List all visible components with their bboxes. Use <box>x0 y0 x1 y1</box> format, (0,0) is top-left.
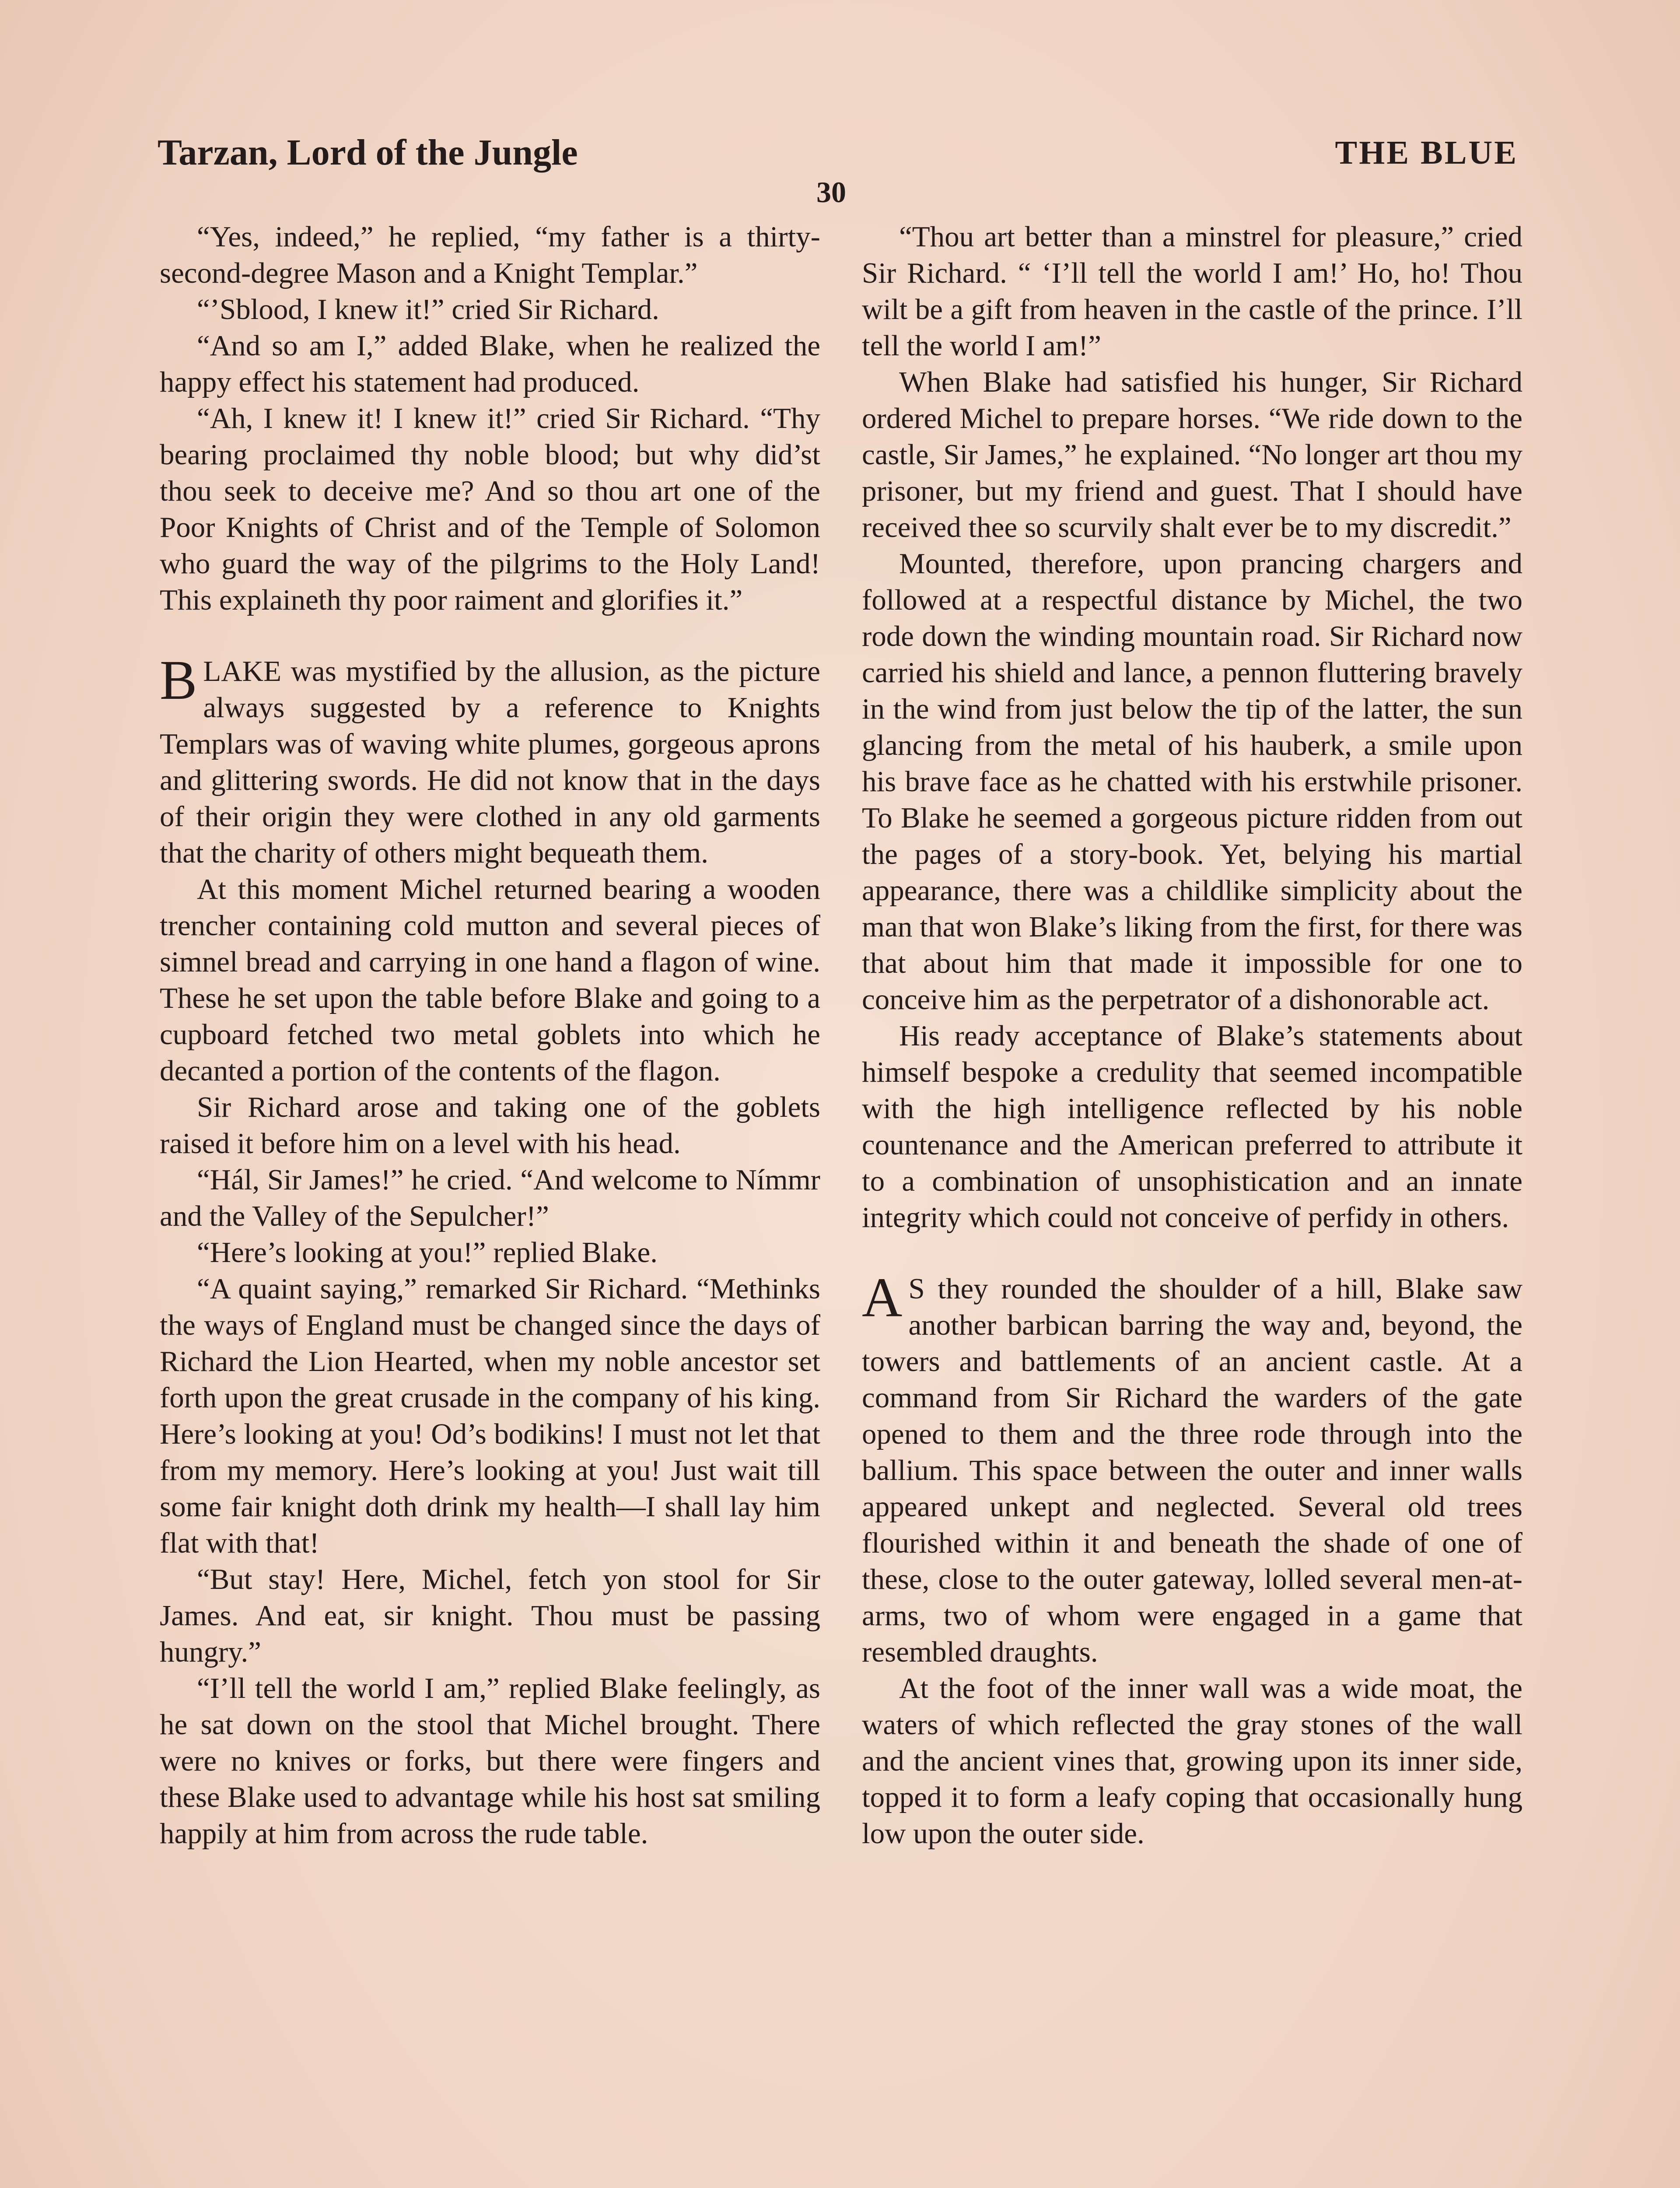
paragraph: “Thou art better than a minstrel for pleasure,” cried Sir Richard. “ ‘I’ll tell the world I am!’ Ho, ho! Thou wilt be a gift from heaven in the castle of the prince. I’ll tell the world I am!” <box>862 221 1522 362</box>
magazine-title: THE BLUE <box>1335 134 1518 171</box>
paragraph: At the foot of the inner wall was a wide moat, the waters of which reflected the gray stones of the wall and the ancient vines that, growing upon its inner side, topped it to form a leafy coping that occasionally hung low upon the outer side. <box>862 1672 1522 1850</box>
paragraph: “A quaint saying,” remarked Sir Richard. “Methinks the ways of England must be changed since the days of Richard the Lion Hearted, when my noble ancestor set forth upon the great crusade in the company of his king. Here’s looking at you! Od’s bodikins! I must not let that from my memory. Here’s looking at you! Just wait till some fair knight doth drink my health—I shall lay him flat with that! <box>160 1273 820 1559</box>
paragraph: When Blake had satisfied his hunger, Sir Richard ordered Michel to prepare horses. “We ride down to the castle, Sir James,” he explained. “No longer art thou my prisoner, but my friend and guest. That I should have received thee so scurvily shalt ever be to my discredit.” <box>862 366 1522 543</box>
left-column <box>160 219 820 2188</box>
section-paragraph <box>862 1266 1522 1670</box>
running-head <box>158 131 1518 179</box>
paragraph: “But stay! Here, Michel, fetch yon stool for Sir James. And eat, sir knight. Thou must be passing hungry.” <box>160 1563 820 1668</box>
paragraph-text: LAKE was mystified by the allusion, as the picture always suggested by a reference to Knights Templars was of waving white plumes, gorgeous aprons and glittering swords. He did not know that in the days of their origin they were clothed in any old garments that the charity of others might bequeath them. <box>160 655 820 869</box>
paragraph: “Yes, indeed,” he replied, “my father is a thirty-second-degree Mason and a Knight Templar.” <box>160 221 820 289</box>
paragraph: “And so am I,” added Blake, when he realized the happy effect his statement had produced. <box>160 330 820 398</box>
paragraph: “Hál, Sir James!” he cried. “And welcome to Nímmr and the Valley of the Sepulcher!” <box>160 1164 820 1232</box>
paragraph: “’Sblood, I knew it!” cried Sir Richard. <box>197 293 659 326</box>
paragraph: Mounted, therefore, upon prancing chargers and followed at a respectful distance by Michel, the two rode down the winding mountain road. Sir Richard now carried his shield and lance, a pennon fluttering bravely in the wind from just below the tip of the latter, the sun glancing from the metal of his hauberk, a smile upon his brave face as he chatted with his erstwhile prisoner. To Blake he seemed a gorgeous picture ridden from out the pages of a story-book. Yet, belying his martial appearance, there was a childlike simplicity about the man that won Blake’s liking from the first, for there was that about him that made it impossible for one to conceive him as the perpetrator of a dishonorable act. <box>862 547 1522 1016</box>
story-title: Tarzan, Lord of the Jungle <box>158 132 578 173</box>
right-column <box>862 219 1522 2188</box>
paragraph: “I’ll tell the world I am,” replied Blake feelingly, as he sat down on the stool that Michel brought. There were no knives or forks, but there were fingers and these Blake used to advantage while his host sat smiling happily at him from across the rude table. <box>160 1672 820 1850</box>
page-number: 30 <box>816 175 846 209</box>
paragraph: “Ah, I knew it! I knew it!” cried Sir Richard. “Thy bearing proclaimed thy noble blood; but why did’st thou seek to deceive me? And so thou art one of the Poor Knights of Christ and of the Temple of Solomon who guard the way of the pilgrims to the Holy Land! This explaineth thy poor raiment and glorifies it.” <box>160 402 820 616</box>
paragraph: At this moment Michel returned bearing a wooden trencher containing cold mutton and several pieces of simnel bread and carrying in one hand a flagon of wine. These he set upon the table before Blake and going to a cupboard fetched two metal goblets into which he decanted a portion of the contents of the flagon. <box>160 873 820 1087</box>
paragraph-text: S they rounded the shoulder of a hill, Blake saw another barbican barring the way and, beyond, the towers and battlements of an ancient castle. At a command from Sir Richard the warders of the gate opened to them and the three rode through into the ballium. This space between the outer and inner walls appeared unkept and neglected. Several old trees flourished within it and beneath the shade of one of these, close to the outer gateway, lolled several men-at-arms, two of whom were engaged in a game that resembled draughts. <box>862 1273 1522 1668</box>
drop-cap: A <box>862 1266 903 1329</box>
paragraph: Sir Richard arose and taking one of the goblets raised it before him on a level with his head. <box>160 1091 820 1160</box>
section-paragraph <box>160 649 820 871</box>
drop-cap: B <box>160 649 197 711</box>
paragraph: “Here’s looking at you!” replied Blake. <box>197 1236 658 1269</box>
paragraph: His ready acceptance of Blake’s statements about himself bespoke a credulity that seemed incompatible with the high intelligence reflected by his noble countenance and the American preferred to attribute it to a combination of unsophistication and an innate integrity which could not conceive of perfidy in others. <box>862 1020 1522 1234</box>
